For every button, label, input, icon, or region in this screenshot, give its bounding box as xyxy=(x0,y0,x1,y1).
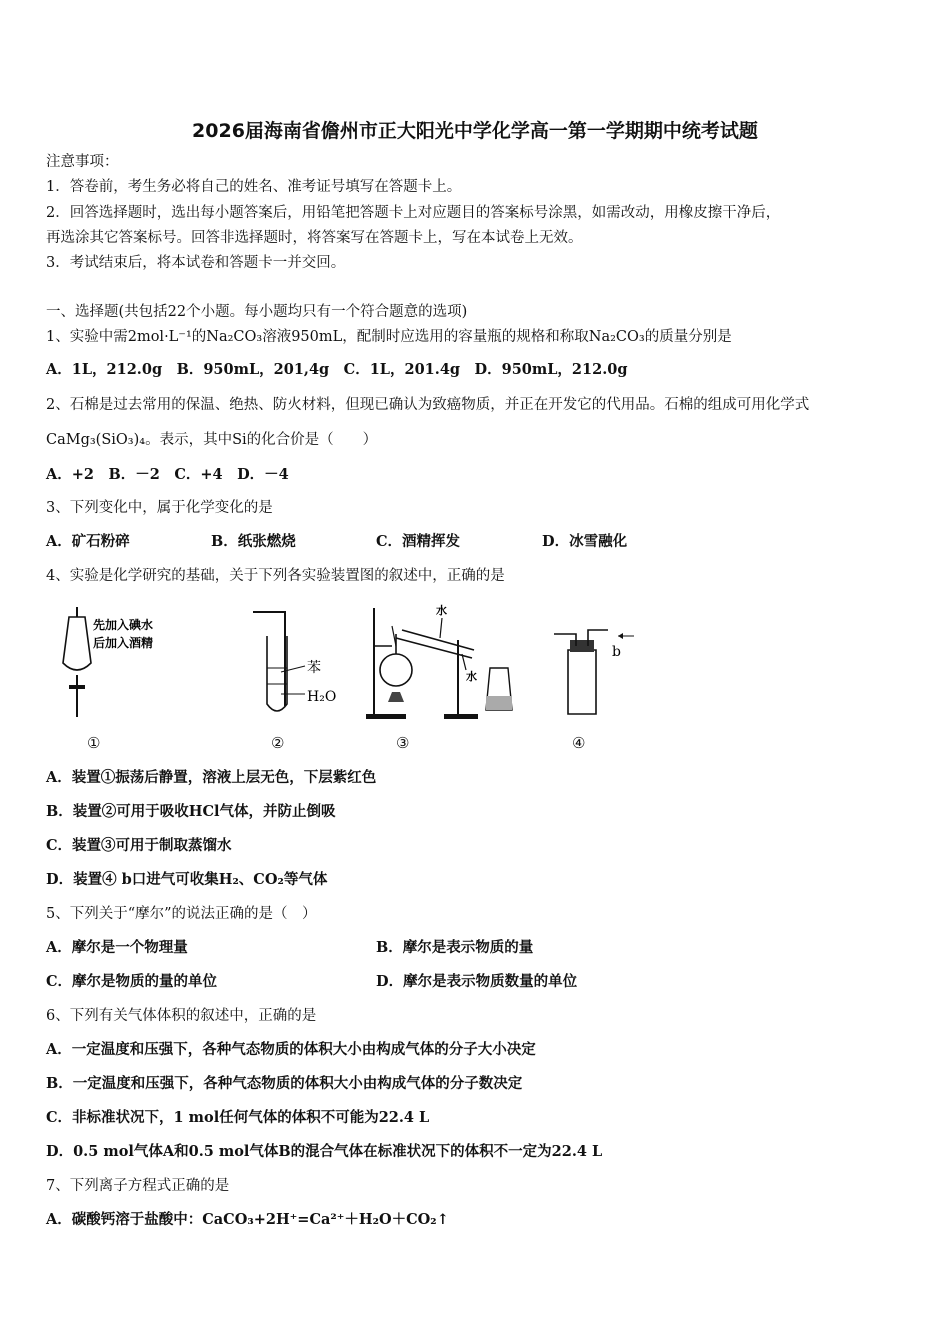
q4-option-b: B．装置②可用于吸收HCl气体，并防止倒吸 xyxy=(46,803,336,820)
page-title: 2026届海南省儋州市正大阳光中学化学高一第一学期期中统考试题 xyxy=(192,120,758,142)
q7-stem: 7、下列离子方程式正确的是 xyxy=(46,1178,230,1194)
section-heading: 一、选择题(共包括22个小题。每小题均只有一个符合题意的选项) xyxy=(46,304,468,320)
fig3-water-bottom: 水 xyxy=(466,670,477,683)
q7-option-a: A．碳酸钙溶于盐酸中：CaCO₃+2H⁺=Ca²⁺＋H₂O＋CO₂↑ xyxy=(46,1211,449,1228)
q6-option-a: A．一定温度和压强下，各种气态物质的体积大小由构成气体的分子大小决定 xyxy=(46,1041,536,1058)
fig4-b-label: b xyxy=(612,644,621,660)
q3-option-a: A．矿石粉碎 xyxy=(46,533,130,550)
q2-stem-1: 2、石棉是过去常用的保温、绝热、防火材料，但现已确认为致癌物质，并正在开发它的代用品。石棉的组成可用化学式 xyxy=(46,397,810,413)
q1-stem: 1、实验中需2mol·L⁻¹的Na₂CO₃溶液950mL，配制时应选用的容量瓶的规格和称取Na₂CO₃的质量分别是 xyxy=(46,329,732,345)
q2-options: A．+2 B．－2 C．+4 D．－4 xyxy=(46,466,289,483)
q5-option-a: A．摩尔是一个物理量 xyxy=(46,939,188,956)
notice-heading: 注意事项： xyxy=(46,154,119,170)
q2-stem-2: CaMg₃(SiO₃)₄。表示，其中Si的化合价是（ ） xyxy=(46,432,378,448)
fig1-text-2: 后加入酒精 xyxy=(93,636,154,650)
q3-option-d: D．冰雪融化 xyxy=(542,533,628,550)
q6-option-c: C．非标准状况下，1 mol任何气体的体积不可能为22.4 L xyxy=(46,1109,430,1126)
notice-item: 2．回答选择题时，选出每小题答案后，用铅笔把答题卡上对应题目的答案标号涂黑，如需改动，用橡皮擦干净后， xyxy=(46,205,781,221)
q4-stem: 4、实验是化学研究的基础，关于下列各实验装置图的叙述中，正确的是 xyxy=(46,568,505,584)
q3-option-c: C．酒精挥发 xyxy=(376,533,461,550)
fig3-water-top: 水 xyxy=(436,604,447,617)
q4-option-d: D．装置④ b口进气可收集H₂、CO₂等气体 xyxy=(46,871,328,888)
q5-option-d: D．摩尔是表示物质数量的单位 xyxy=(376,973,578,990)
notice-item: 再选涂其它答案标号。回答非选择题时，将答案写在答题卡上，写在本试卷上无效。 xyxy=(46,230,583,246)
q6-stem: 6、下列有关气体体积的叙述中，正确的是 xyxy=(46,1008,317,1024)
q3-stem: 3、下列变化中，属于化学变化的是 xyxy=(46,500,273,516)
fig2-benzene-label: 苯 xyxy=(307,660,321,676)
notice-item: 3．考试结束后，将本试卷和答题卡一并交回。 xyxy=(46,255,346,271)
q5-stem: 5、下列关于“摩尔”的说法正确的是（ ） xyxy=(46,906,317,922)
q4-option-c: C．装置③可用于制取蒸馏水 xyxy=(46,837,232,854)
figure-label-4: ④ xyxy=(572,734,586,752)
distillation-figure xyxy=(362,598,522,723)
q4-option-a: A．装置①振荡后静置，溶液上层无色，下层紫红色 xyxy=(46,769,377,786)
fig2-water-label: H₂O xyxy=(307,689,337,705)
notice-item: 1．答卷前，考生务必将自己的姓名、准考证号填写在答题卡上。 xyxy=(46,179,462,195)
separatory-funnel-figure xyxy=(55,605,185,720)
q5-option-b: B．摩尔是表示物质的量 xyxy=(376,939,534,956)
test-tube-figure xyxy=(245,606,345,721)
fig1-text-1: 先加入碘水 xyxy=(93,618,154,632)
q6-option-b: B．一定温度和压强下，各种气态物质的体积大小由构成气体的分子数决定 xyxy=(46,1075,523,1092)
figure-label-2: ② xyxy=(271,734,285,752)
q6-option-d: D．0.5 mol气体A和0.5 mol气体B的混合气体在标准状况下的体积不一定为22.4 L xyxy=(46,1143,603,1160)
q3-option-b: B．纸张燃烧 xyxy=(211,533,296,550)
figure-label-3: ③ xyxy=(396,734,410,752)
q1-options: A．1L，212.0g B．950mL，201,4g C．1L，201.4g D．950mL，212.0g xyxy=(46,361,628,378)
gas-bottle-figure xyxy=(550,610,640,720)
figure-label-1: ① xyxy=(87,734,101,752)
q5-option-c: C．摩尔是物质的量的单位 xyxy=(46,973,218,990)
